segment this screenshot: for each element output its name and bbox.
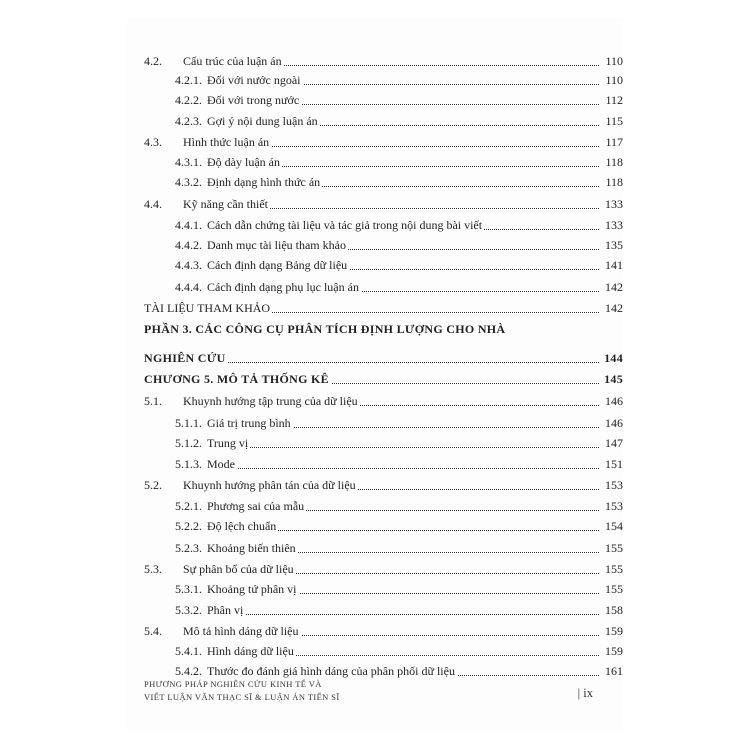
toc-page-number: 133: [605, 197, 623, 211]
toc-page-number: 110: [605, 73, 623, 87]
toc-entry: [127, 475, 623, 495]
toc-entry-title: Hình dáng dữ liệu: [207, 644, 294, 658]
toc-entry-title: Thước đo đánh giá hình dáng của phân phối dữ liệu: [207, 664, 455, 678]
toc-entry-label: [175, 433, 250, 453]
toc-page-number: 158: [605, 603, 623, 617]
toc-entry-label: [175, 516, 278, 536]
toc-page-number: 142: [605, 280, 623, 294]
toc-entry-label: [144, 348, 228, 368]
page-number: | ix: [577, 686, 593, 700]
toc-page-number: 135: [605, 238, 623, 252]
toc-entry: [127, 90, 623, 110]
toc-entry: [127, 255, 623, 275]
toc-page-number: 151: [605, 457, 623, 471]
toc-entry-label: [144, 298, 272, 318]
toc-entry-label: [175, 600, 245, 620]
toc-entry-title: Khoảng biến thiên: [207, 541, 296, 555]
toc-entry-number: 4.3.1.: [175, 155, 202, 169]
toc-entry-label: [175, 152, 282, 172]
toc-entry-title: Cách định dạng Bảng dữ liệu: [207, 258, 348, 272]
toc-entry-label: [144, 51, 284, 71]
toc-page-number: 142: [605, 301, 623, 315]
running-footer: [144, 678, 340, 704]
toc-entry-label: [175, 235, 348, 255]
toc-entry: [127, 277, 623, 297]
toc-entry-title: Mode: [207, 457, 235, 471]
toc-entry-number: 5.1.: [144, 394, 162, 408]
toc-page-number: 145: [604, 372, 623, 386]
toc-entry: [127, 298, 623, 318]
toc-entry-label: [144, 621, 301, 641]
toc-entry-title: NGHIÊN CỨU: [144, 351, 226, 365]
toc-page-number: 118: [605, 175, 623, 189]
toc-entry-number: 4.4.2.: [175, 238, 202, 252]
toc-entry-label: [144, 475, 358, 495]
toc-entry-label: [144, 369, 331, 389]
toc-entry-label: [175, 413, 293, 433]
toc-entry: [127, 559, 623, 579]
toc-entry-number: 5.3.1.: [175, 582, 202, 596]
toc-entry: [127, 348, 623, 368]
toc-entry-number: 5.1.1.: [175, 416, 202, 430]
toc-entry: [127, 641, 623, 661]
toc-entry-label: [144, 132, 271, 152]
toc-entry: [127, 621, 623, 641]
toc-entry: [127, 538, 623, 558]
toc-entry-number: 4.2.1.: [175, 73, 202, 87]
toc-entry-number: 5.1.2.: [175, 436, 202, 450]
toc-entry-label: [175, 255, 349, 275]
toc-entry: [127, 579, 623, 599]
toc-entry-title: Khoảng tứ phân vị: [207, 582, 297, 596]
toc-entry-title: Độ dày luận án: [207, 155, 280, 169]
toc-entry: [127, 600, 623, 620]
toc-entry-title: Độ lệch chuẩn: [207, 519, 277, 533]
toc-entry-title: TÀI LIỆU THAM KHẢO: [144, 301, 271, 315]
toc-entry-title: CHƯƠNG 5. MÔ TẢ THỐNG KÊ: [144, 372, 329, 386]
toc-entry-title: Giá trị trung bình: [207, 416, 291, 430]
toc-entry-number: 4.2.3.: [175, 114, 202, 128]
toc-entry-title: Hình thức luận án: [183, 135, 270, 149]
toc-entry-title: Cấu trúc của luận án: [183, 54, 282, 68]
toc-entry-number: 5.2.3.: [175, 541, 202, 555]
toc-entry-label: [175, 215, 484, 235]
toc-page-number: 153: [605, 499, 623, 513]
toc-entry-number: 5.4.2.: [175, 664, 202, 678]
toc-entry-label: [144, 194, 270, 214]
table-of-contents: [127, 18, 623, 732]
toc-page-number: 159: [605, 644, 623, 658]
toc-entry-label: [175, 538, 298, 558]
toc-entry: [127, 215, 623, 235]
toc-page-number: 147: [605, 436, 623, 450]
toc-page-number: 133: [605, 218, 623, 232]
toc-entry-number: 5.3.: [144, 562, 162, 576]
toc-page-number: 112: [605, 93, 623, 107]
toc-page-number: 159: [605, 624, 623, 638]
toc-entry-number: 4.4.1.: [175, 218, 202, 232]
toc-entry-title: Kỹ năng cần thiết: [183, 197, 268, 211]
toc-page-number: 110: [605, 54, 623, 68]
toc-entry-title: Đối với nước ngoài: [207, 73, 301, 87]
toc-entry-title: Phương sai của mẫu: [207, 499, 305, 513]
toc-page-number: 144: [604, 351, 623, 365]
toc-entry: [127, 132, 623, 152]
toc-entry: [127, 413, 623, 433]
toc-entry-label: [175, 496, 306, 516]
toc-entry-number: 4.2.: [144, 54, 162, 68]
toc-entry-label: [175, 172, 322, 192]
toc-page-number: 161: [605, 664, 623, 678]
book-page: [127, 18, 623, 732]
toc-entry: [127, 152, 623, 172]
toc-entry-label: [144, 391, 360, 411]
toc-entry: [127, 454, 623, 474]
toc-entry-number: 4.3.2.: [175, 175, 202, 189]
footer-line-1: PHƯƠNG PHÁP NGHIÊN CỨU KINH TẾ VÀ: [144, 679, 322, 689]
toc-entry: [127, 235, 623, 255]
toc-entry-title: Phân vị: [207, 603, 244, 617]
toc-entry-title: Đối với trong nước: [207, 93, 300, 107]
toc-entry: [127, 516, 623, 536]
toc-entry-number: 4.4.: [144, 197, 162, 211]
toc-entry-label: [144, 319, 507, 339]
toc-page-number: 155: [605, 562, 623, 576]
toc-page-number: 141: [605, 258, 623, 272]
toc-entry-title: Gợi ý nội dung luận án: [207, 114, 318, 128]
toc-entry-number: 4.4.4.: [175, 280, 202, 294]
toc-entry: [127, 70, 623, 90]
toc-page-number: 154: [605, 519, 623, 533]
toc-entry-label: [175, 70, 303, 90]
footer-line-2: VIẾT LUẬN VĂN THẠC SĨ & LUẬN ÁN TIẾN SĨ: [144, 692, 340, 702]
toc-entry-number: 5.1.3.: [175, 457, 202, 471]
toc-entry-title: Sự phân bố của dữ liệu: [183, 562, 294, 576]
toc-entry: [127, 111, 623, 131]
toc-entry-label: [175, 579, 299, 599]
toc-page-number: 117: [605, 135, 623, 149]
toc-entry-title: Định dạng hình thức án: [207, 175, 321, 189]
toc-page-number: 118: [605, 155, 623, 169]
toc-entry: [127, 433, 623, 453]
toc-page-number: 155: [605, 582, 623, 596]
toc-entry: [127, 391, 623, 411]
toc-entry-number: 5.3.2.: [175, 603, 202, 617]
toc-page-number: 146: [605, 416, 623, 430]
toc-page-number: 155: [605, 541, 623, 555]
toc-leader-dots: [175, 468, 599, 469]
toc-entry-label: [175, 111, 320, 131]
toc-entry: [127, 194, 623, 214]
toc-entry-title: Trung vị: [207, 436, 249, 450]
toc-entry-label: [175, 90, 301, 110]
toc-entry-number: 5.2.1.: [175, 499, 202, 513]
toc-entry-title: Cách dẫn chứng tài liệu và tác giả trong nội dung bài viết: [207, 218, 483, 232]
toc-entry: [127, 496, 623, 516]
toc-entry-number: 5.4.: [144, 624, 162, 638]
toc-entry-number: 5.2.: [144, 478, 162, 492]
toc-page-number: 146: [605, 394, 623, 408]
toc-page-number: 115: [605, 114, 623, 128]
toc-entry-number: 4.3.: [144, 135, 162, 149]
toc-entry-number: 5.2.2.: [175, 519, 202, 533]
toc-entry-number: 4.2.2.: [175, 93, 202, 107]
toc-entry: [127, 172, 623, 192]
toc-entry-label: [144, 559, 296, 579]
toc-page-number: 153: [605, 478, 623, 492]
toc-entry: [127, 51, 623, 71]
toc-entry: [127, 319, 623, 339]
toc-entry-title: Khuynh hướng tập trung của dữ liệu: [183, 394, 358, 408]
toc-entry-title: Mô tả hình dáng dữ liệu: [183, 624, 299, 638]
toc-entry-title: PHẦN 3. CÁC CÔNG CỤ PHÂN TÍCH ĐỊNH LƯỢNG CHO NHÀ: [144, 322, 506, 336]
toc-entry-label: [175, 454, 237, 474]
toc-entry-title: Cách định dạng phụ lục luận án: [207, 280, 359, 294]
toc-entry: [127, 369, 623, 389]
toc-entry-label: [175, 641, 296, 661]
toc-entry-number: 4.4.3.: [175, 258, 202, 272]
toc-entry-title: Danh mục tài liệu tham khảo: [207, 238, 346, 252]
toc-entry-title: Khuynh hướng phân tán của dữ liệu: [183, 478, 356, 492]
toc-entry-number: 5.4.1.: [175, 644, 202, 658]
toc-entry-label: [175, 277, 361, 297]
